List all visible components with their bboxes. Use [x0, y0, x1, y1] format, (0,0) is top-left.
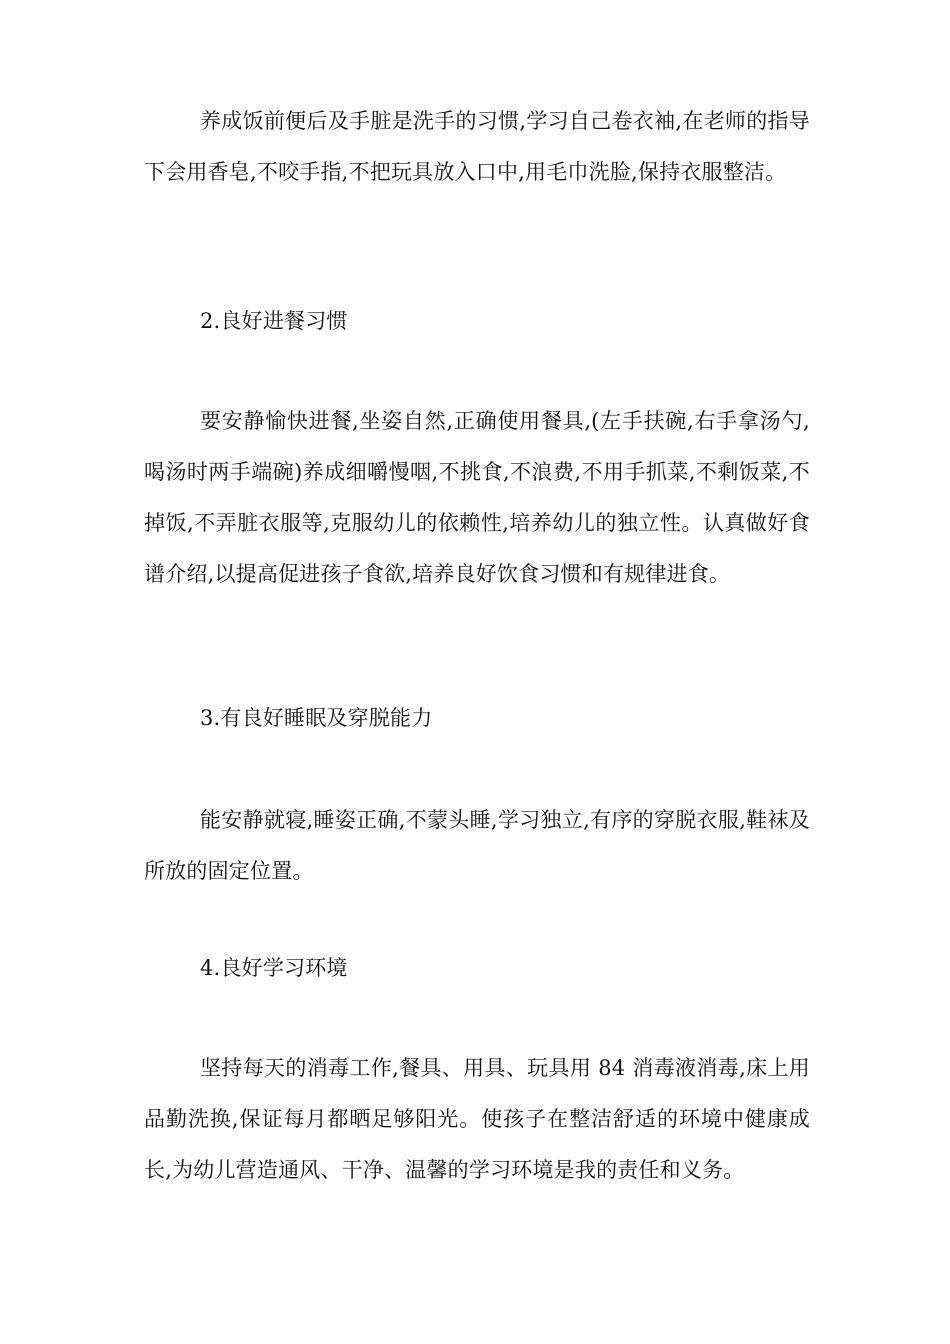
section-heading-sleep-dressing: 3.有良好睡眠及穿脱能力: [200, 706, 433, 730]
paragraph-sleep-dressing: 能安静就寝,睡姿正确,不蒙头睡,学习独立,有序的穿脱衣服,鞋袜及所放的固定位置。: [144, 808, 810, 883]
paragraph-eating-habits: 要安静愉快进餐,坐姿自然,正确使用餐具,(左手扶碗,右手拿汤勺,喝汤时两手端碗)养成细嚼慢咽,不挑食,不浪费,不用手抓菜,不剩饭菜,不掉饭,不弄脏衣服等,克服幼儿的依赖性,培养幼儿的独立性。认真做好食谱介绍,以提高促进孩子食欲,培养良好饮食习惯和有规律进食。: [144, 409, 810, 586]
section-heading-learning-environment: 4.良好学习环境: [200, 956, 348, 980]
paragraph-hygiene-habits: 养成饭前便后及手脏是洗手的习惯,学习自己卷衣袖,在老师的指导下会用香皂,不咬手指,不把玩具放入口中,用毛巾洗脸,保持衣服整洁。: [144, 109, 810, 184]
section-heading-eating-habits: 2.良好进餐习惯: [200, 309, 348, 333]
paragraph-learning-environment: 坚持每天的消毒工作,餐具、用具、玩具用 84 消毒液消毒,床上用品勤洗换,保证每月都晒足够阳光。使孩子在整洁舒适的环境中健康成长,为幼儿营造通风、干净、温馨的学习环境是我的责任和义务。: [144, 1056, 810, 1182]
